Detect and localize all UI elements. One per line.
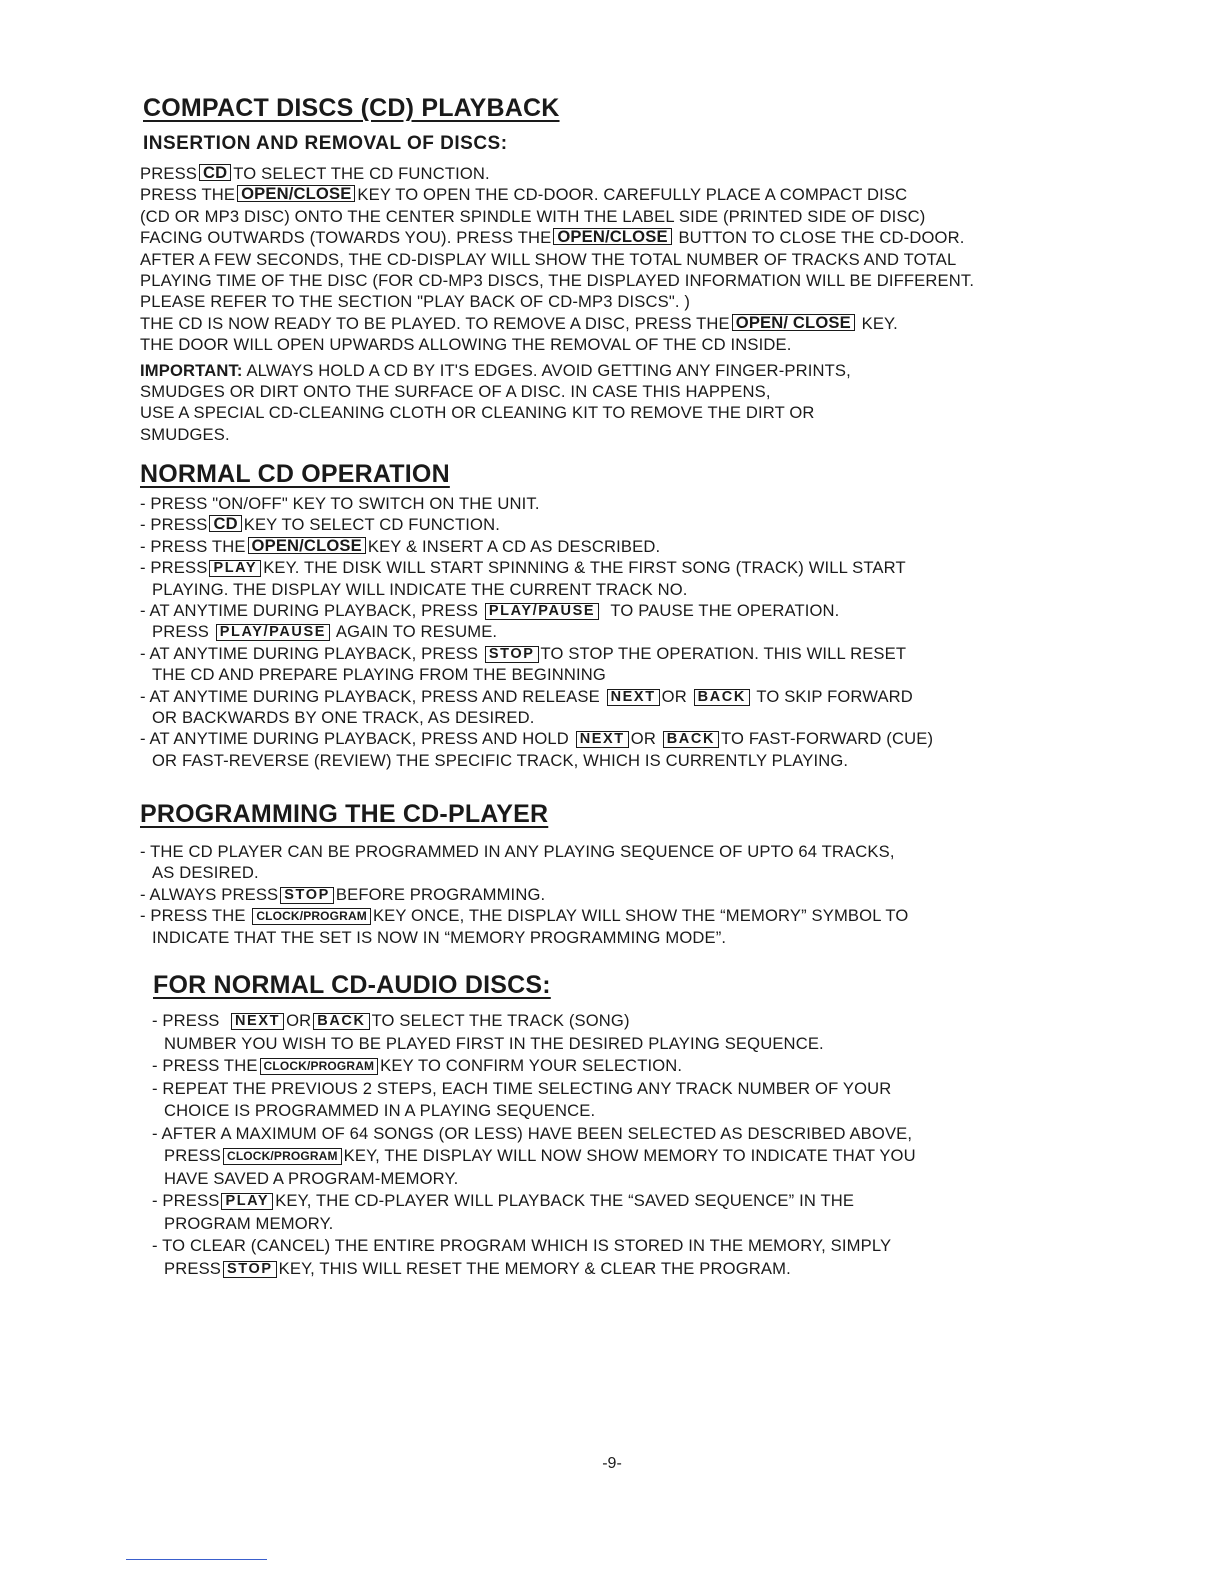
text: TO SELECT THE CD FUNCTION. bbox=[233, 164, 490, 183]
cd-key-label: CD bbox=[199, 164, 231, 181]
cd-playback-title: COMPACT DISCS (CD) PLAYBACK bbox=[143, 94, 560, 122]
text: - AT ANYTIME DURING PLAYBACK, PRESS AND RELEASE bbox=[140, 686, 600, 706]
paragraph-line bbox=[140, 313, 974, 334]
list-item-continued: NUMBER YOU WISH TO BE PLAYED FIRST IN THE DESIRED PLAYING SEQUENCE. bbox=[164, 1033, 824, 1053]
text: - AT ANYTIME DURING PLAYBACK, PRESS bbox=[140, 643, 479, 663]
paragraph-line: PLAYING TIME OF THE DISC (FOR CD-MP3 DISCS, THE DISPLAYED INFORMATION WILL BE DIFFERENT. bbox=[140, 271, 975, 291]
programming-steps bbox=[140, 841, 908, 948]
text: OR bbox=[630, 729, 656, 749]
text: KEY. THE DISK WILL START SPINNING & THE FIRST SONG (TRACK) WILL START bbox=[263, 558, 906, 578]
text: OR bbox=[286, 1011, 312, 1030]
text: THE CD IS NOW READY TO BE PLAYED. TO REMOVE A DISC, PRESS THE bbox=[140, 313, 730, 333]
text: AGAIN TO RESUME. bbox=[335, 622, 498, 642]
list-item bbox=[152, 1010, 916, 1033]
paragraph-line: AFTER A FEW SECONDS, THE CD-DISPLAY WILL SHOW THE TOTAL NUMBER OF TRACKS AND TOTAL bbox=[140, 249, 957, 269]
list-item-continued bbox=[152, 1145, 916, 1168]
list-item bbox=[140, 686, 933, 707]
list-item bbox=[152, 1055, 916, 1078]
open-close-key-label: OPEN/CLOSE bbox=[248, 537, 366, 554]
insertion-removal-subtitle: INSERTION AND REMOVAL OF DISCS: bbox=[143, 133, 508, 154]
stop-key-label: STOP bbox=[485, 646, 539, 663]
audio-discs-steps bbox=[152, 1010, 916, 1280]
list-item-continued: OR BACKWARDS BY ONE TRACK, AS DESIRED. bbox=[152, 708, 535, 728]
text: - PRESS bbox=[152, 1011, 220, 1030]
text: KEY TO CONFIRM YOUR SELECTION. bbox=[380, 1056, 683, 1075]
back-key-label: BACK bbox=[694, 689, 750, 706]
cd-key-label: CD bbox=[209, 515, 241, 532]
text: KEY ONCE, THE DISPLAY WILL SHOW THE “MEMORY” SYMBOL TO bbox=[372, 906, 909, 926]
list-item-continued: OR FAST-REVERSE (REVIEW) THE SPECIFIC TRACK, WHICH IS CURRENTLY PLAYING. bbox=[152, 750, 849, 770]
text: BEFORE PROGRAMMING. bbox=[335, 884, 546, 904]
text: - AT ANYTIME DURING PLAYBACK, PRESS AND HOLD bbox=[140, 729, 569, 749]
text: KEY, THE CD-PLAYER WILL PLAYBACK THE “SAVED SEQUENCE” IN THE bbox=[275, 1191, 855, 1210]
programming-title: PROGRAMMING THE CD-PLAYER bbox=[140, 800, 549, 828]
list-item bbox=[140, 728, 933, 749]
text: ALWAYS HOLD A CD BY IT'S EDGES. AVOID GETTING ANY FINGER-PRINTS, bbox=[246, 360, 851, 380]
list-item bbox=[140, 643, 933, 664]
list-item: - REPEAT THE PREVIOUS 2 STEPS, EACH TIME SELECTING ANY TRACK NUMBER OF YOUR bbox=[152, 1078, 892, 1098]
text: - PRESS bbox=[140, 515, 208, 535]
play-key-label: PLAY bbox=[221, 1193, 273, 1210]
text: PRESS THE bbox=[140, 185, 236, 205]
list-item bbox=[140, 536, 933, 557]
paragraph-line: SMUDGES OR DIRT ONTO THE SURFACE OF A DISC. IN CASE THIS HAPPENS, bbox=[140, 382, 771, 402]
list-item bbox=[140, 905, 908, 926]
play-key-label: PLAY bbox=[209, 560, 261, 577]
list-item-continued: PLAYING. THE DISPLAY WILL INDICATE THE CURRENT TRACK NO. bbox=[152, 579, 688, 599]
paragraph-line bbox=[140, 360, 974, 381]
paragraph-line: SMUDGES. bbox=[140, 424, 230, 444]
text: TO PAUSE THE OPERATION. bbox=[610, 601, 840, 621]
paragraph-line: PLEASE REFER TO THE SECTION "PLAY BACK OF CD-MP3 DISCS". ) bbox=[140, 292, 691, 312]
open-close-key-label: OPEN/CLOSE bbox=[237, 185, 355, 202]
text: KEY, THIS WILL RESET THE MEMORY & CLEAR THE PROGRAM. bbox=[278, 1258, 791, 1278]
list-item bbox=[140, 557, 933, 578]
text: - PRESS bbox=[140, 558, 208, 578]
list-item: - THE CD PLAYER CAN BE PROGRAMMED IN ANY PLAYING SEQUENCE OF UPTO 64 TRACKS, bbox=[140, 842, 895, 861]
list-item bbox=[140, 514, 933, 535]
footer-rule bbox=[126, 1559, 267, 1560]
text: PRESS bbox=[164, 1258, 222, 1278]
paragraph-line: (CD OR MP3 DISC) ONTO THE CENTER SPINDLE WITH THE LABEL SIDE (PRINTED SIDE OF DISC) bbox=[140, 206, 926, 226]
stop-key-label: STOP bbox=[280, 887, 334, 904]
text: - PRESS THE bbox=[152, 1056, 258, 1075]
text: OR bbox=[661, 686, 687, 706]
list-item bbox=[140, 884, 908, 905]
back-key-label: BACK bbox=[313, 1013, 369, 1030]
open-close-key-label: OPEN/ CLOSE bbox=[732, 314, 855, 331]
normal-operation-title: NORMAL CD OPERATION bbox=[140, 460, 450, 488]
list-item bbox=[140, 600, 933, 621]
list-item-continued: PROGRAM MEMORY. bbox=[164, 1213, 334, 1233]
text: TO STOP THE OPERATION. THIS WILL RESET bbox=[540, 643, 907, 663]
text: KEY. bbox=[861, 313, 898, 333]
list-item: - TO CLEAR (CANCEL) THE ENTIRE PROGRAM WHICH IS STORED IN THE MEMORY, SIMPLY bbox=[152, 1236, 892, 1255]
page-number: -9- bbox=[602, 1455, 622, 1472]
text: KEY TO SELECT CD FUNCTION. bbox=[243, 515, 500, 535]
next-key-label: NEXT bbox=[607, 689, 660, 706]
text: PRESS bbox=[140, 164, 198, 183]
list-item-continued bbox=[152, 1258, 916, 1281]
back-key-label: BACK bbox=[663, 731, 719, 748]
list-item-continued: AS DESIRED. bbox=[152, 863, 259, 883]
list-item-continued: THE CD AND PREPARE PLAYING FROM THE BEGINNING bbox=[152, 665, 606, 685]
clock-program-key-label: CLOCK/PROGRAM bbox=[260, 1058, 379, 1075]
list-item-continued: INDICATE THAT THE SET IS NOW IN “MEMORY PROGRAMMING MODE”. bbox=[152, 927, 727, 947]
list-item bbox=[152, 1190, 916, 1213]
stop-key-label: STOP bbox=[223, 1261, 277, 1278]
paragraph-line bbox=[140, 227, 974, 248]
text: - ALWAYS PRESS bbox=[140, 884, 279, 904]
paragraph-line bbox=[140, 163, 974, 184]
insertion-instructions bbox=[140, 163, 974, 445]
text: BUTTON TO CLOSE THE CD-DOOR. bbox=[678, 228, 965, 248]
list-item-continued bbox=[140, 621, 933, 642]
open-close-key-label: OPEN/CLOSE bbox=[553, 228, 671, 245]
paragraph-line: USE A SPECIAL CD-CLEANING CLOTH OR CLEANING KIT TO REMOVE THE DIRT OR bbox=[140, 403, 815, 423]
normal-operation-steps bbox=[140, 493, 933, 771]
list-item-continued: CHOICE IS PROGRAMMED IN A PLAYING SEQUENCE. bbox=[164, 1101, 596, 1120]
text: PRESS bbox=[164, 1146, 222, 1165]
text: - AT ANYTIME DURING PLAYBACK, PRESS bbox=[140, 601, 479, 621]
text: KEY, THE DISPLAY WILL NOW SHOW MEMORY TO INDICATE THAT YOU bbox=[343, 1146, 916, 1165]
text: PRESS bbox=[152, 622, 210, 642]
next-key-label: NEXT bbox=[231, 1013, 284, 1030]
clock-program-key-label: CLOCK/PROGRAM bbox=[252, 908, 371, 925]
text: TO SKIP FORWARD bbox=[756, 686, 913, 706]
text: TO SELECT THE TRACK (SONG) bbox=[371, 1011, 630, 1030]
paragraph-line: THE DOOR WILL OPEN UPWARDS ALLOWING THE REMOVAL OF THE CD INSIDE. bbox=[140, 335, 792, 355]
next-key-label: NEXT bbox=[576, 731, 629, 748]
play-pause-key-label: PLAY/PAUSE bbox=[216, 624, 330, 641]
important-label: IMPORTANT: bbox=[140, 360, 243, 380]
text: TO FAST-FORWARD (CUE) bbox=[721, 729, 934, 749]
audio-discs-title: FOR NORMAL CD-AUDIO DISCS: bbox=[153, 971, 551, 999]
text: KEY & INSERT A CD AS DESCRIBED. bbox=[367, 536, 661, 556]
clock-program-key-label: CLOCK/PROGRAM bbox=[223, 1148, 342, 1165]
list-item: - AFTER A MAXIMUM OF 64 SONGS (OR LESS) HAVE BEEN SELECTED AS DESCRIBED ABOVE, bbox=[152, 1123, 913, 1143]
text: - PRESS THE bbox=[140, 906, 246, 926]
list-item: - PRESS "ON/OFF" KEY TO SWITCH ON THE UNIT. bbox=[140, 494, 540, 513]
paragraph-line bbox=[140, 184, 974, 205]
text: KEY TO OPEN THE CD-DOOR. CAREFULLY PLACE A COMPACT DISC bbox=[357, 185, 908, 205]
text: FACING OUTWARDS (TOWARDS YOU). PRESS THE bbox=[140, 228, 552, 248]
text: - PRESS bbox=[152, 1191, 220, 1210]
text: - PRESS THE bbox=[140, 536, 246, 556]
list-item-continued: HAVE SAVED A PROGRAM-MEMORY. bbox=[164, 1168, 459, 1188]
play-pause-key-label: PLAY/PAUSE bbox=[485, 603, 599, 620]
